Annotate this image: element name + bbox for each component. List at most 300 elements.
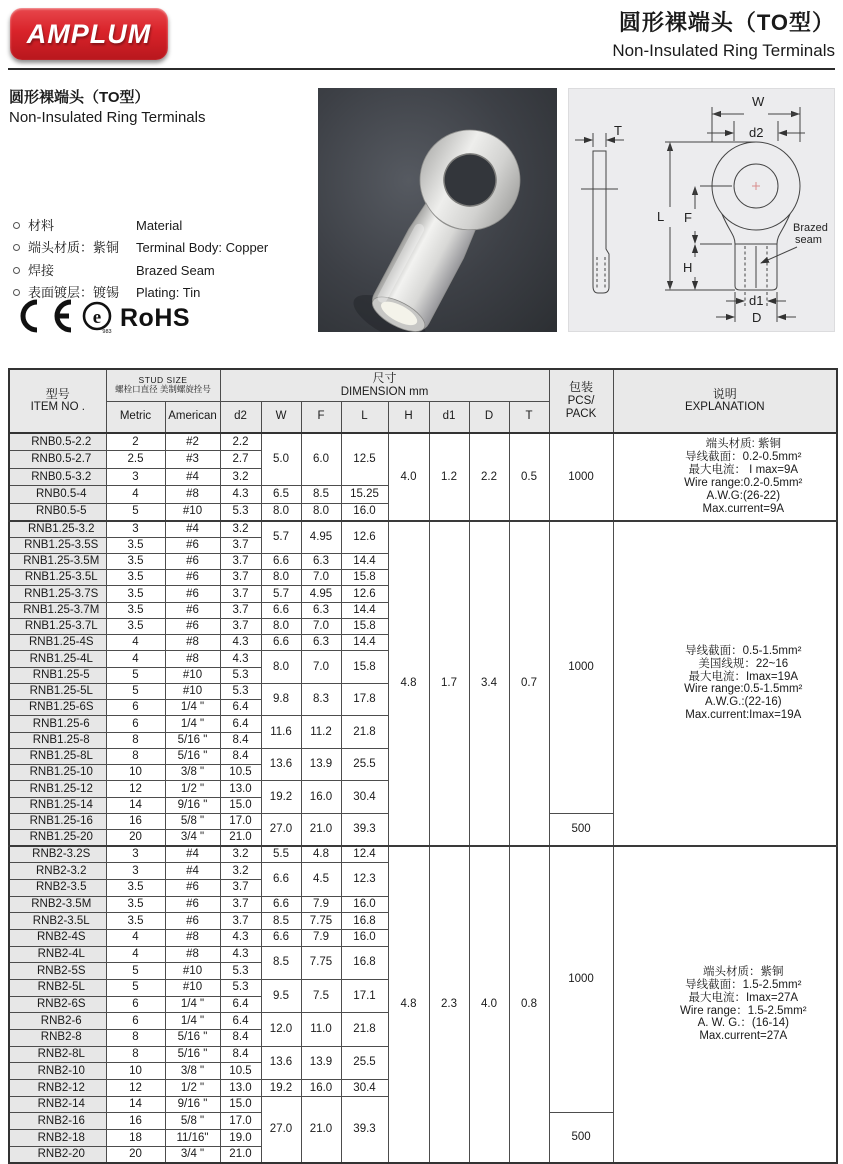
item-no-cell: RNB2-8L — [9, 1046, 106, 1063]
col-header-item: 型号 ITEM NO . — [9, 369, 106, 433]
item-no-cell: RNB1.25-6 — [9, 716, 106, 732]
spec-value-cell: #8 — [165, 486, 220, 504]
spec-value-cell: 17.8 — [341, 683, 388, 716]
spec-value-cell: 21.0 — [220, 830, 261, 846]
ce-mark-icon — [23, 302, 71, 330]
list-item — [9, 240, 314, 256]
item-no-cell: RNB2-3.2 — [9, 863, 106, 880]
spec-value-cell: 19.2 — [261, 781, 301, 814]
spec-value-cell: 20 — [106, 830, 165, 846]
spec-value-cell: 3.7 — [220, 537, 261, 553]
spec-value-cell: 3/8 " — [165, 765, 220, 781]
spec-value-cell: #4 — [165, 468, 220, 486]
spec-value-cell: 6.6 — [261, 929, 301, 946]
dim-label-D: D — [752, 310, 762, 325]
spec-value-cell: 0.8 — [509, 846, 549, 1163]
page-title — [612, 6, 835, 61]
section-title-en: Non-Insulated Ring Terminals — [9, 109, 206, 126]
spec-value-cell: 4.3 — [220, 635, 261, 651]
spec-value-cell: 8.5 — [261, 946, 301, 979]
spec-value-cell: 4.8 — [388, 846, 429, 1163]
explanation-cell: 端头材质: 紫铜 导线截面：0.2-0.5mm² 最大电流： I max=9A Wire range:0.2-0.5mm² A.W.G:(26-22) Max.current=9A — [613, 433, 837, 521]
spec-value-cell: 6.6 — [261, 863, 301, 896]
material-list — [9, 218, 314, 307]
item-no-cell: RNB2-5S — [9, 963, 106, 980]
spec-value-cell: 17.1 — [341, 979, 388, 1012]
spec-value-cell: 39.3 — [341, 813, 388, 846]
spec-value-cell: 500 — [549, 813, 613, 846]
item-no-cell: RNB1.25-20 — [9, 830, 106, 846]
item-no-cell: RNB1.25-8 — [9, 732, 106, 748]
list-item — [9, 263, 314, 279]
spec-value-cell: #8 — [165, 946, 220, 963]
spec-value-cell: 3.7 — [220, 896, 261, 913]
col-header-american: American — [165, 401, 220, 433]
header-divider — [8, 68, 835, 70]
spec-value-cell: 6.4 — [220, 700, 261, 716]
spec-value-cell: 3.7 — [220, 618, 261, 634]
spec-value-cell: 17.0 — [220, 813, 261, 829]
col-header-stud-size: STUD SIZE 螺栓口直径 美制螺旋拴号 — [106, 369, 220, 401]
spec-value-cell: #10 — [165, 667, 220, 683]
spec-value-cell: 5 — [106, 683, 165, 699]
spec-value-cell: 16.0 — [301, 1080, 341, 1097]
product-photo — [318, 88, 557, 332]
item-no-cell: RNB0.5-2.2 — [9, 433, 106, 451]
list-item — [9, 218, 314, 234]
spec-value-cell: 8.0 — [261, 570, 301, 586]
spec-value-cell: 12 — [106, 1080, 165, 1097]
spec-value-cell: 6.4 — [220, 1013, 261, 1030]
rohs-mark: RoHS — [120, 304, 191, 332]
svg-text:983: 983 — [102, 329, 112, 335]
spec-value-cell: 5/16 " — [165, 1046, 220, 1063]
spec-value-cell: 3.4 — [469, 521, 509, 846]
spec-value-cell: #10 — [165, 503, 220, 521]
spec-value-cell: 3 — [106, 521, 165, 537]
spec-value-cell: 5.3 — [220, 979, 261, 996]
dim-label-T: T — [614, 123, 622, 138]
spec-value-cell: 3.5 — [106, 586, 165, 602]
spec-value-cell: 2.7 — [220, 451, 261, 469]
spec-value-cell: 3.5 — [106, 618, 165, 634]
spec-value-cell: 6.3 — [301, 602, 341, 618]
spec-value-cell: 27.0 — [261, 813, 301, 846]
spec-value-cell: 1/4 " — [165, 996, 220, 1013]
spec-value-cell: #2 — [165, 433, 220, 451]
spec-value-cell: 5/8 " — [165, 813, 220, 829]
side-view-outline — [593, 151, 609, 293]
spec-value-cell: #8 — [165, 635, 220, 651]
spec-value-cell: 8 — [106, 732, 165, 748]
spec-value-cell: 6.6 — [261, 602, 301, 618]
item-no-cell: RNB1.25-5 — [9, 667, 106, 683]
spec-value-cell: 7.0 — [301, 651, 341, 684]
item-no-cell: RNB1.25-3.7L — [9, 618, 106, 634]
page-title-en: Non-Insulated Ring Terminals — [612, 41, 835, 60]
spec-value-cell: 4.95 — [301, 586, 341, 602]
col-header-L: L — [341, 401, 388, 433]
spec-value-cell: 3.7 — [220, 586, 261, 602]
spec-value-cell: 15.0 — [220, 797, 261, 813]
spec-value-cell: 8 — [106, 1030, 165, 1047]
spec-value-cell: 16.0 — [341, 503, 388, 521]
item-no-cell: RNB1.25-14 — [9, 797, 106, 813]
table-row — [9, 521, 837, 537]
col-header-F: F — [301, 401, 341, 433]
spec-value-cell: 12 — [106, 781, 165, 797]
spec-value-cell: 12.6 — [341, 586, 388, 602]
explanation-cell: 端头材质：紫铜 导线截面：1.5-2.5mm² 最大电流：Imax=27A Wire range：1.5-2.5mm² A. W. G.：(16-14) Max.current=27A — [613, 846, 837, 1163]
spec-value-cell: 4.3 — [220, 946, 261, 963]
spec-value-cell: 9.8 — [261, 683, 301, 716]
spec-value-cell: 10 — [106, 765, 165, 781]
spec-value-cell: #6 — [165, 586, 220, 602]
bullet-icon — [13, 289, 20, 296]
item-no-cell: RNB1.25-3.5L — [9, 570, 106, 586]
item-no-cell: RNB1.25-10 — [9, 765, 106, 781]
spec-value-cell: 5.3 — [220, 667, 261, 683]
col-header-d1: d1 — [429, 401, 469, 433]
spec-value-cell: 25.5 — [341, 1046, 388, 1079]
item-no-cell: RNB0.5-5 — [9, 503, 106, 521]
item-no-cell: RNB2-14 — [9, 1096, 106, 1113]
col-header-metric: Metric — [106, 401, 165, 433]
col-header-T: T — [509, 401, 549, 433]
item-no-cell: RNB1.25-3.2 — [9, 521, 106, 537]
spec-value-cell: 7.0 — [301, 570, 341, 586]
spec-value-cell: 1/2 " — [165, 1080, 220, 1097]
item-no-cell: RNB2-6 — [9, 1013, 106, 1030]
item-no-cell: RNB2-10 — [9, 1063, 106, 1080]
spec-value-cell: 11.0 — [301, 1013, 341, 1046]
spec-value-cell: #3 — [165, 451, 220, 469]
dim-label-W: W — [752, 94, 765, 109]
spec-value-cell: 15.25 — [341, 486, 388, 504]
item-no-cell: RNB1.25-3.5M — [9, 553, 106, 569]
spec-value-cell: 13.6 — [261, 748, 301, 781]
item-no-cell: RNB1.25-3.7S — [9, 586, 106, 602]
spec-value-cell: 12.4 — [341, 846, 388, 863]
spec-value-cell: 5 — [106, 963, 165, 980]
spec-value-cell: 7.75 — [301, 946, 341, 979]
spec-value-cell: 8 — [106, 748, 165, 764]
spec-value-cell: 16.0 — [301, 781, 341, 814]
spec-value-cell: 6.6 — [261, 635, 301, 651]
item-no-cell: RNB2-3.5 — [9, 879, 106, 896]
spec-value-cell: 3.2 — [220, 521, 261, 537]
spec-value-cell: 4 — [106, 486, 165, 504]
spec-value-cell: 14 — [106, 797, 165, 813]
spec-table-body — [9, 433, 837, 1163]
table-row — [9, 433, 837, 451]
spec-value-cell: 3.7 — [220, 570, 261, 586]
spec-value-cell: 6.3 — [301, 553, 341, 569]
item-no-cell: RNB1.25-3.7M — [9, 602, 106, 618]
spec-value-cell: 14.4 — [341, 635, 388, 651]
spec-value-cell: 1/4 " — [165, 716, 220, 732]
spec-value-cell: 8.4 — [220, 1030, 261, 1047]
col-header-d2: d2 — [220, 401, 261, 433]
spec-value-cell: 21.0 — [301, 1096, 341, 1163]
spec-value-cell: 7.9 — [301, 896, 341, 913]
spec-value-cell: 25.5 — [341, 748, 388, 781]
spec-value-cell: 15.8 — [341, 618, 388, 634]
spec-value-cell: #8 — [165, 651, 220, 667]
spec-value-cell: 4.3 — [220, 486, 261, 504]
item-no-cell: RNB1.25-4S — [9, 635, 106, 651]
spec-value-cell: 10.5 — [220, 765, 261, 781]
spec-value-cell: 20 — [106, 1146, 165, 1163]
spec-value-cell: 3.2 — [220, 846, 261, 863]
spec-value-cell: 1000 — [549, 433, 613, 521]
spec-value-cell: 15.8 — [341, 570, 388, 586]
spec-value-cell: 7.9 — [301, 929, 341, 946]
spec-value-cell: 3 — [106, 468, 165, 486]
spec-value-cell: 8.5 — [301, 486, 341, 504]
col-header-explanation: 说明 EXPLANATION — [613, 369, 837, 433]
spec-value-cell: #6 — [165, 537, 220, 553]
spec-value-cell: 0.7 — [509, 521, 549, 846]
spec-value-cell: #4 — [165, 863, 220, 880]
item-no-cell: RNB1.25-4L — [9, 651, 106, 667]
bullet-icon — [13, 222, 20, 229]
spec-value-cell: 6.0 — [301, 433, 341, 486]
spec-value-cell: 14.4 — [341, 602, 388, 618]
spec-value-cell: 13.0 — [220, 781, 261, 797]
spec-value-cell: 39.3 — [341, 1096, 388, 1163]
spec-value-cell: 3.5 — [106, 896, 165, 913]
spec-value-cell: 3.2 — [220, 468, 261, 486]
item-no-cell: RNB2-18 — [9, 1130, 106, 1147]
spec-value-cell: 3/4 " — [165, 830, 220, 846]
spec-value-cell: 1/4 " — [165, 1013, 220, 1030]
spec-table — [8, 368, 838, 1164]
spec-value-cell: 14 — [106, 1096, 165, 1113]
spec-value-cell: 19.0 — [220, 1130, 261, 1147]
spec-value-cell: 12.0 — [261, 1013, 301, 1046]
spec-value-cell: 8.4 — [220, 748, 261, 764]
cert-badge-icon — [84, 303, 112, 335]
spec-value-cell: 5.3 — [220, 963, 261, 980]
spec-value-cell: 5.3 — [220, 503, 261, 521]
material-zh: 表面镀层：镀锡 — [28, 284, 120, 300]
spec-value-cell: 8.3 — [301, 683, 341, 716]
spec-value-cell: 5.0 — [261, 433, 301, 486]
brazed-seam-label: seam — [795, 234, 822, 246]
spec-value-cell: 13.9 — [301, 748, 341, 781]
spec-value-cell: 3.5 — [106, 553, 165, 569]
spec-value-cell: #6 — [165, 602, 220, 618]
spec-value-cell: 6.6 — [261, 896, 301, 913]
spec-value-cell: 6 — [106, 716, 165, 732]
table-row — [9, 846, 837, 863]
spec-value-cell: 10 — [106, 1063, 165, 1080]
item-no-cell: RNB2-16 — [9, 1113, 106, 1130]
spec-value-cell: 3.7 — [220, 553, 261, 569]
spec-value-cell: 13.6 — [261, 1046, 301, 1079]
bullet-icon — [13, 267, 20, 274]
spec-value-cell: 12.3 — [341, 863, 388, 896]
material-en: Brazed Seam — [136, 262, 215, 278]
item-no-cell: RNB2-4L — [9, 946, 106, 963]
spec-value-cell: 5.3 — [220, 683, 261, 699]
spec-value-cell: 8.4 — [220, 732, 261, 748]
spec-value-cell: 3.7 — [220, 913, 261, 930]
explanation-cell: 导线截面：0.5-1.5mm² 美国线规：22~16 最大电流：Imax=19A Wire range:0.5-1.5mm² A.W.G.:(22-16) Max.current:Imax=19A — [613, 521, 837, 846]
spec-value-cell: 21.0 — [301, 813, 341, 846]
col-header-W: W — [261, 401, 301, 433]
item-no-cell: RNB0.5-4 — [9, 486, 106, 504]
spec-value-cell: #4 — [165, 846, 220, 863]
item-no-cell: RNB2-4S — [9, 929, 106, 946]
spec-value-cell: 13.0 — [220, 1080, 261, 1097]
spec-value-cell: 7.0 — [301, 618, 341, 634]
spec-value-cell: 6.5 — [261, 486, 301, 504]
spec-value-cell: 18 — [106, 1130, 165, 1147]
svg-text:e: e — [92, 307, 102, 328]
dim-label-H: H — [683, 260, 693, 275]
item-no-cell: RNB2-12 — [9, 1080, 106, 1097]
spec-value-cell: 8.0 — [301, 503, 341, 521]
spec-value-cell: 5 — [106, 667, 165, 683]
spec-value-cell: 3.5 — [106, 537, 165, 553]
spec-value-cell: 9.5 — [261, 979, 301, 1012]
item-no-cell: RNB2-3.5L — [9, 913, 106, 930]
spec-value-cell: 7.75 — [301, 913, 341, 930]
spec-value-cell: 5/16 " — [165, 748, 220, 764]
spec-value-cell: 4.3 — [220, 929, 261, 946]
item-no-cell: RNB1.25-8L — [9, 748, 106, 764]
spec-value-cell: 2.2 — [469, 433, 509, 521]
spec-value-cell: 3.5 — [106, 879, 165, 896]
spec-value-cell: 1/2 " — [165, 781, 220, 797]
spec-value-cell: #6 — [165, 553, 220, 569]
spec-value-cell: 13.9 — [301, 1046, 341, 1079]
spec-value-cell: #10 — [165, 683, 220, 699]
item-no-cell: RNB2-3.2S — [9, 846, 106, 863]
spec-value-cell: #6 — [165, 618, 220, 634]
dim-label-F: F — [684, 210, 692, 225]
item-no-cell: RNB2-6S — [9, 996, 106, 1013]
spec-value-cell: 6.3 — [301, 635, 341, 651]
bullet-icon — [13, 244, 20, 251]
spec-value-cell: 6 — [106, 700, 165, 716]
spec-value-cell: 16.8 — [341, 913, 388, 930]
spec-value-cell: 16 — [106, 813, 165, 829]
spec-value-cell: 0.5 — [509, 433, 549, 521]
spec-value-cell: 8 — [106, 1046, 165, 1063]
spec-value-cell: 15.0 — [220, 1096, 261, 1113]
item-no-cell: RNB2-5L — [9, 979, 106, 996]
spec-value-cell: 6.4 — [220, 716, 261, 732]
spec-value-cell: 17.0 — [220, 1113, 261, 1130]
spec-value-cell: 30.4 — [341, 1080, 388, 1097]
item-no-cell: RNB2-8 — [9, 1030, 106, 1047]
spec-value-cell: 6.4 — [220, 996, 261, 1013]
spec-value-cell: 6 — [106, 1013, 165, 1030]
spec-value-cell: 4.3 — [220, 651, 261, 667]
spec-value-cell: 21.8 — [341, 1013, 388, 1046]
spec-value-cell: 10.5 — [220, 1063, 261, 1080]
spec-value-cell: 1.2 — [429, 433, 469, 521]
spec-value-cell: 12.5 — [341, 433, 388, 486]
spec-value-cell: #6 — [165, 879, 220, 896]
spec-value-cell: 2.5 — [106, 451, 165, 469]
spec-value-cell: 9/16 " — [165, 797, 220, 813]
spec-value-cell: 1/4 " — [165, 700, 220, 716]
spec-value-cell: 5 — [106, 979, 165, 996]
spec-value-cell: 5.7 — [261, 586, 301, 602]
section-title — [9, 86, 309, 126]
spec-value-cell: 27.0 — [261, 1096, 301, 1163]
spec-value-cell: 5 — [106, 503, 165, 521]
spec-value-cell: 6.6 — [261, 553, 301, 569]
dim-label-d1: d1 — [749, 293, 764, 308]
spec-value-cell: 1000 — [549, 846, 613, 1113]
spec-value-cell: 16 — [106, 1113, 165, 1130]
brazed-seam-label: Brazed — [793, 222, 828, 234]
item-no-cell: RNB1.25-6S — [9, 700, 106, 716]
spec-value-cell: 9/16 " — [165, 1096, 220, 1113]
spec-value-cell: 4 — [106, 651, 165, 667]
spec-value-cell: 4.0 — [388, 433, 429, 521]
spec-value-cell: #10 — [165, 979, 220, 996]
dim-label-d2: d2 — [749, 125, 764, 140]
spec-value-cell: 5/16 " — [165, 1030, 220, 1047]
spec-value-cell: 4.95 — [301, 521, 341, 554]
spec-value-cell: 3 — [106, 846, 165, 863]
certification-marks — [8, 296, 238, 338]
spec-value-cell: 16.8 — [341, 946, 388, 979]
col-header-pack: 包装 PCS/ PACK — [549, 369, 613, 433]
col-header-dimension: 尺寸 DIMENSION mm — [220, 369, 549, 401]
dimension-diagram — [568, 88, 835, 332]
spec-value-cell: 15.8 — [341, 651, 388, 684]
item-no-cell: RNB2-3.5M — [9, 896, 106, 913]
spec-value-cell: 2 — [106, 433, 165, 451]
col-header-H: H — [388, 401, 429, 433]
spec-value-cell: 8.0 — [261, 503, 301, 521]
material-en: Terminal Body: Copper — [136, 240, 269, 256]
spec-value-cell: 3.5 — [106, 602, 165, 618]
item-no-cell: RNB0.5-2.7 — [9, 451, 106, 469]
spec-value-cell: 4.8 — [388, 521, 429, 846]
spec-value-cell: 5/16 " — [165, 732, 220, 748]
spec-value-cell: 5.7 — [261, 521, 301, 554]
spec-value-cell: 8.5 — [261, 913, 301, 930]
spec-value-cell: 21.0 — [220, 1146, 261, 1163]
spec-value-cell: 8.0 — [261, 651, 301, 684]
spec-value-cell: 5.5 — [261, 846, 301, 863]
item-no-cell: RNB0.5-3.2 — [9, 468, 106, 486]
spec-value-cell: 11.2 — [301, 716, 341, 749]
spec-value-cell: 11/16" — [165, 1130, 220, 1147]
spec-value-cell: 3 — [106, 863, 165, 880]
item-no-cell: RNB2-20 — [9, 1146, 106, 1163]
spec-value-cell: #4 — [165, 521, 220, 537]
spec-value-cell: 1.7 — [429, 521, 469, 846]
spec-value-cell: #6 — [165, 913, 220, 930]
spec-value-cell: 3.5 — [106, 570, 165, 586]
spec-value-cell: 11.6 — [261, 716, 301, 749]
spec-value-cell: 6 — [106, 996, 165, 1013]
material-zh: 端头材质：紫铜 — [28, 240, 120, 256]
col-header-D: D — [469, 401, 509, 433]
spec-value-cell: 21.8 — [341, 716, 388, 749]
item-no-cell: RNB1.25-16 — [9, 813, 106, 829]
spec-value-cell: 14.4 — [341, 553, 388, 569]
